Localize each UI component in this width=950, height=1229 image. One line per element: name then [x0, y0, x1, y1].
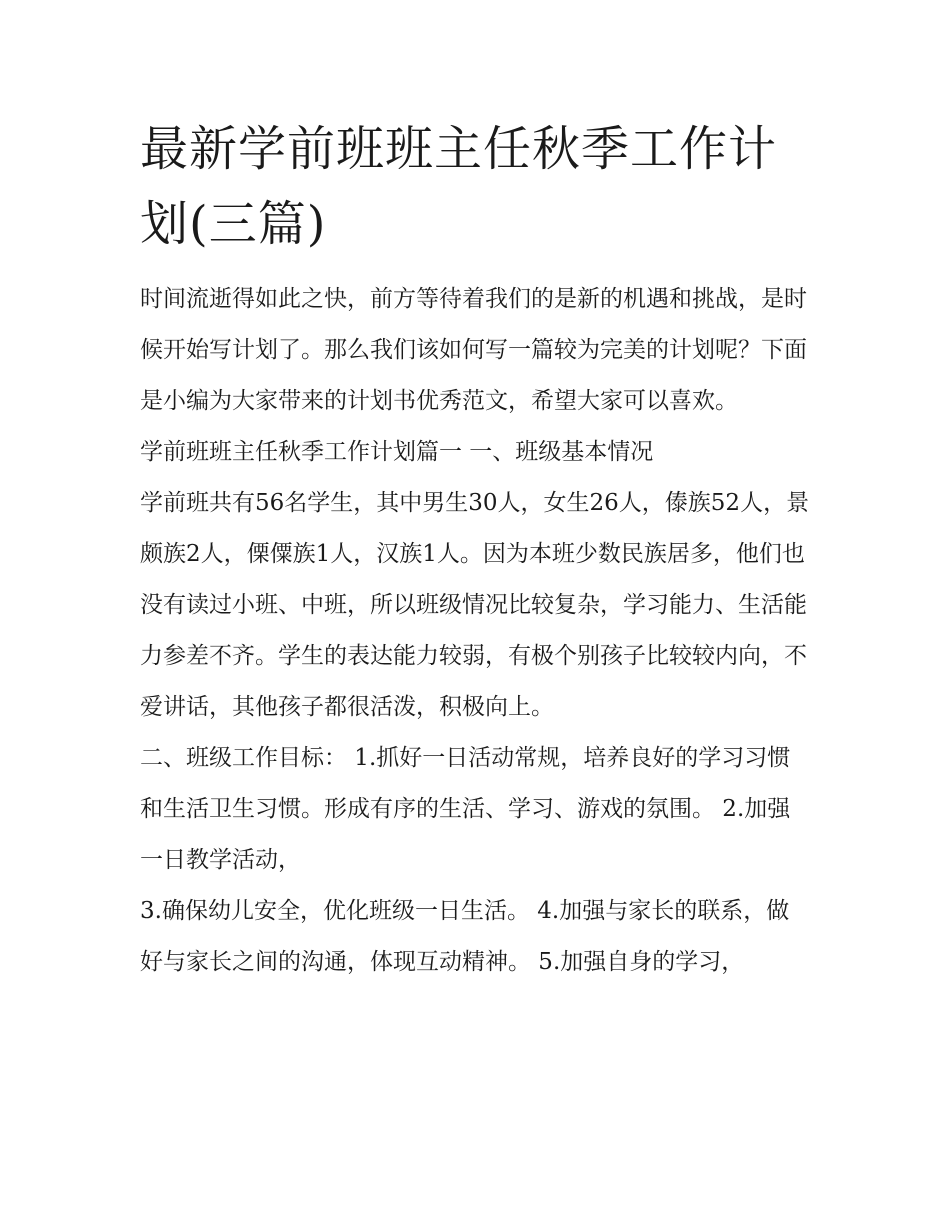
class-info-paragraph: 学前班共有56名学生，其中男生30人，女生26人，傣族52人，景颇族2人，傈僳族1人，汉族1人。因为本班少数民族居多，他们也没有读过小班、中班，所以班级情况比较复杂，学习能力、生活能力参差不齐。学生的表达能力较弱，有极个别孩子比较较内向，不爱讲话，其他孩子都很活泼，积极向上。 — [140, 490, 810, 720]
intro-paragraph: 时间流逝得如此之快，前方等待着我们的是新的机遇和挑战，是时候开始写计划了。那么我们该如何写一篇较为完美的计划呢？下面是小编为大家带来的计划书优秀范文，希望大家可以喜欢。 — [140, 286, 807, 414]
goals-continued-paragraph: 3.确保幼儿安全，优化班级一日生活。 4.加强与家长的联系，做好与家长之间的沟通，体现互动精神。 5.加强自身的学习， — [140, 898, 790, 975]
section-heading-basic-info: 学前班班主任秋季工作计划篇一 一、班级基本情况 — [140, 439, 654, 465]
goals-paragraph: 二、班级工作目标： 1.抓好一日活动常规，培养良好的学习习惯和生活卫生习惯。形成有序的生活、学习、游戏的氛围。 2.加强一日教学活动， — [140, 745, 791, 873]
document-page — [140, 112, 812, 988]
document-title: 最新学前班班主任秋季工作计划(三篇) — [140, 121, 778, 252]
